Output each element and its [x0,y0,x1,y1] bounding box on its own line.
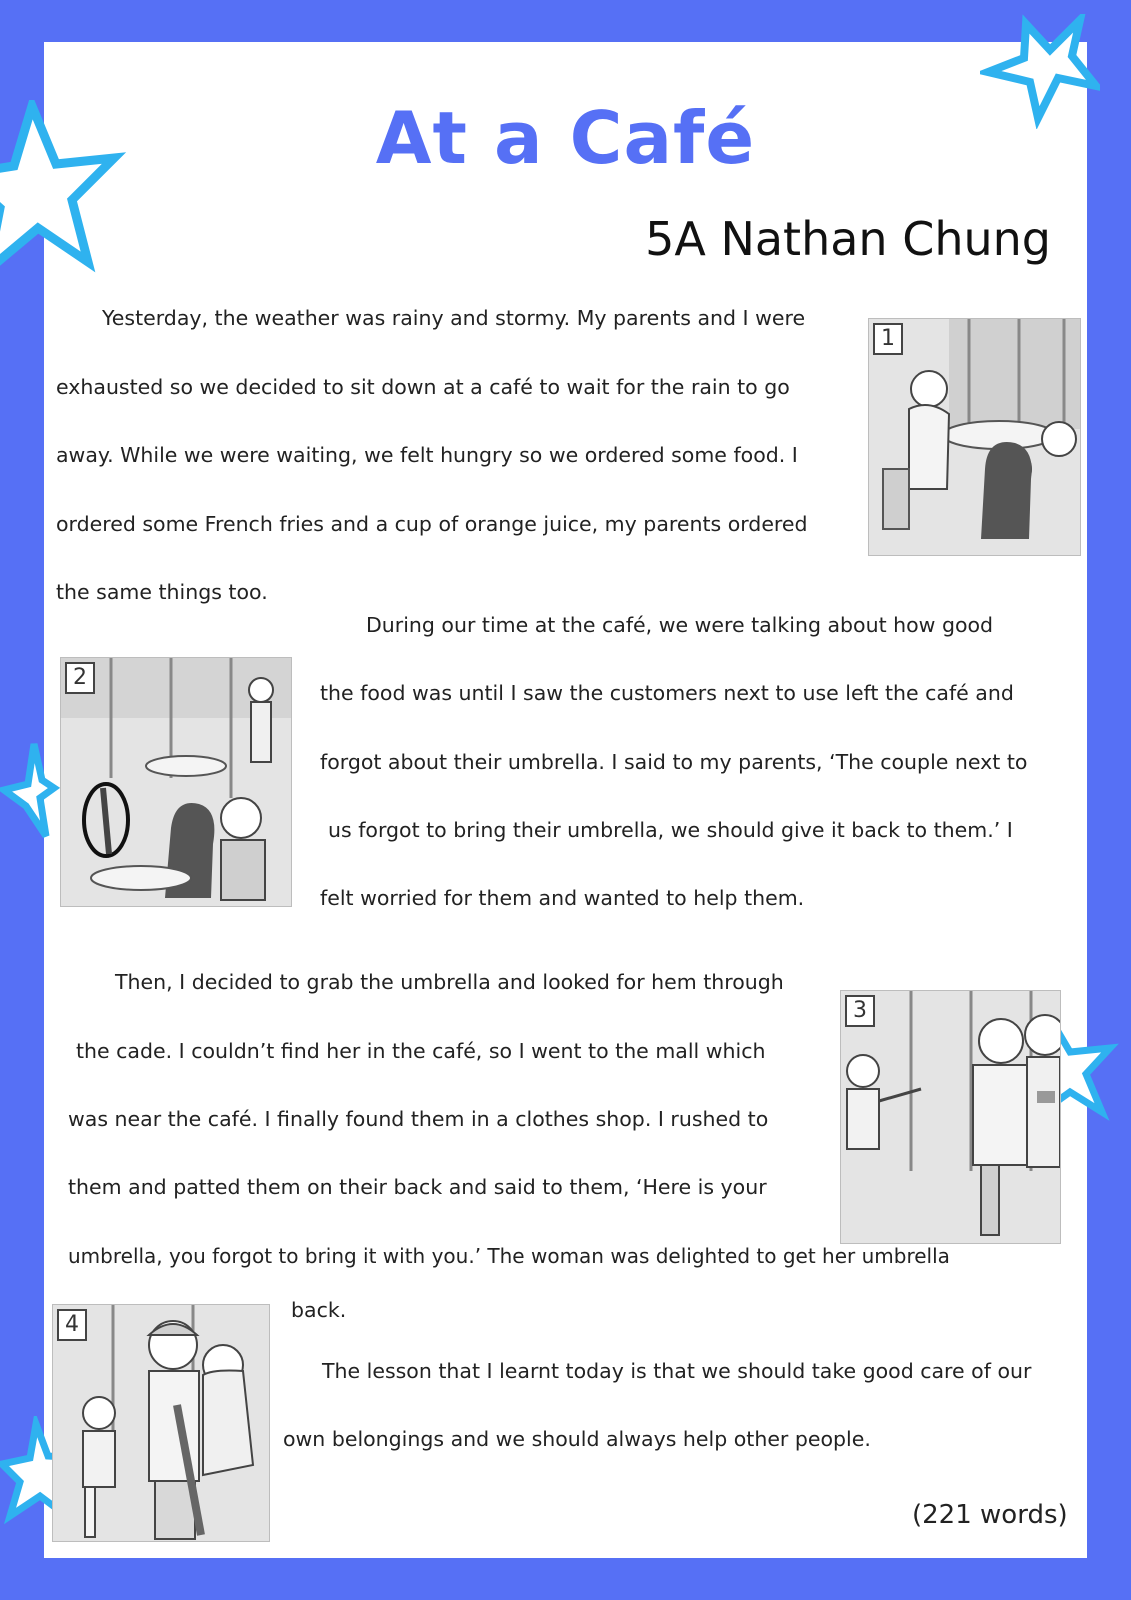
picture-number-badge: 1 [873,323,903,355]
word-count: (221 words) [912,1500,1068,1530]
paragraph-line: us forgot to bring their umbrella, we should give it back to them.’ I [328,818,1013,842]
star-decoration-icon [0,740,64,840]
picture-2-forgotten-umbrella-illustration [60,657,292,907]
picture-number-badge: 3 [845,995,875,1027]
picture-4-returning-umbrella-illustration [52,1304,270,1542]
paragraph-line: exhausted so we decided to sit down at a café to wait for the rain to go [56,375,790,399]
picture-number-badge: 2 [65,662,95,694]
paragraph-line: back. [291,1298,347,1322]
paragraph-line: the cade. I couldn’t find her in the café, so I went to the mall which [76,1039,766,1063]
paragraph-line: was near the café. I finally found them in a clothes shop. I rushed to [68,1107,769,1131]
picture-3-boy-chasing-couple-illustration [840,990,1061,1244]
paragraph-line: umbrella, you forgot to bring it with you.’ The woman was delighted to get her umbrella [68,1244,950,1268]
paragraph-line: The lesson that I learnt today is that we should take good care of our [322,1359,1032,1383]
paragraph-line: felt worried for them and wanted to help them. [320,886,805,910]
paragraph-line: During our time at the café, we were talking about how good [366,613,994,637]
picture-number-badge: 4 [57,1309,87,1341]
paragraph-line: them and patted them on their back and said to them, ‘Here is your [68,1175,767,1199]
paragraph-line: the same things too. [56,580,268,604]
paragraph-line: forgot about their umbrella. I said to my parents, ‘The couple next to [320,750,1028,774]
paragraph-line: own belongings and we should always help other people. [283,1427,871,1451]
paragraph-line: the food was until I saw the customers next to use left the café and [320,681,1014,705]
page-title: At a Café [375,96,756,180]
paragraph-line: ordered some French fries and a cup of orange juice, my parents ordered [56,512,808,536]
paragraph-line: Yesterday, the weather was rainy and stormy. My parents and I were [102,306,806,330]
paragraph-line: away. While we were waiting, we felt hungry so we ordered some food. I [56,443,798,467]
author-name: 5A Nathan Chung [645,212,1051,266]
paragraph-line: Then, I decided to grab the umbrella and looked for hem through [115,970,784,994]
picture-1-cafe-rainy-scene-illustration [868,318,1081,556]
